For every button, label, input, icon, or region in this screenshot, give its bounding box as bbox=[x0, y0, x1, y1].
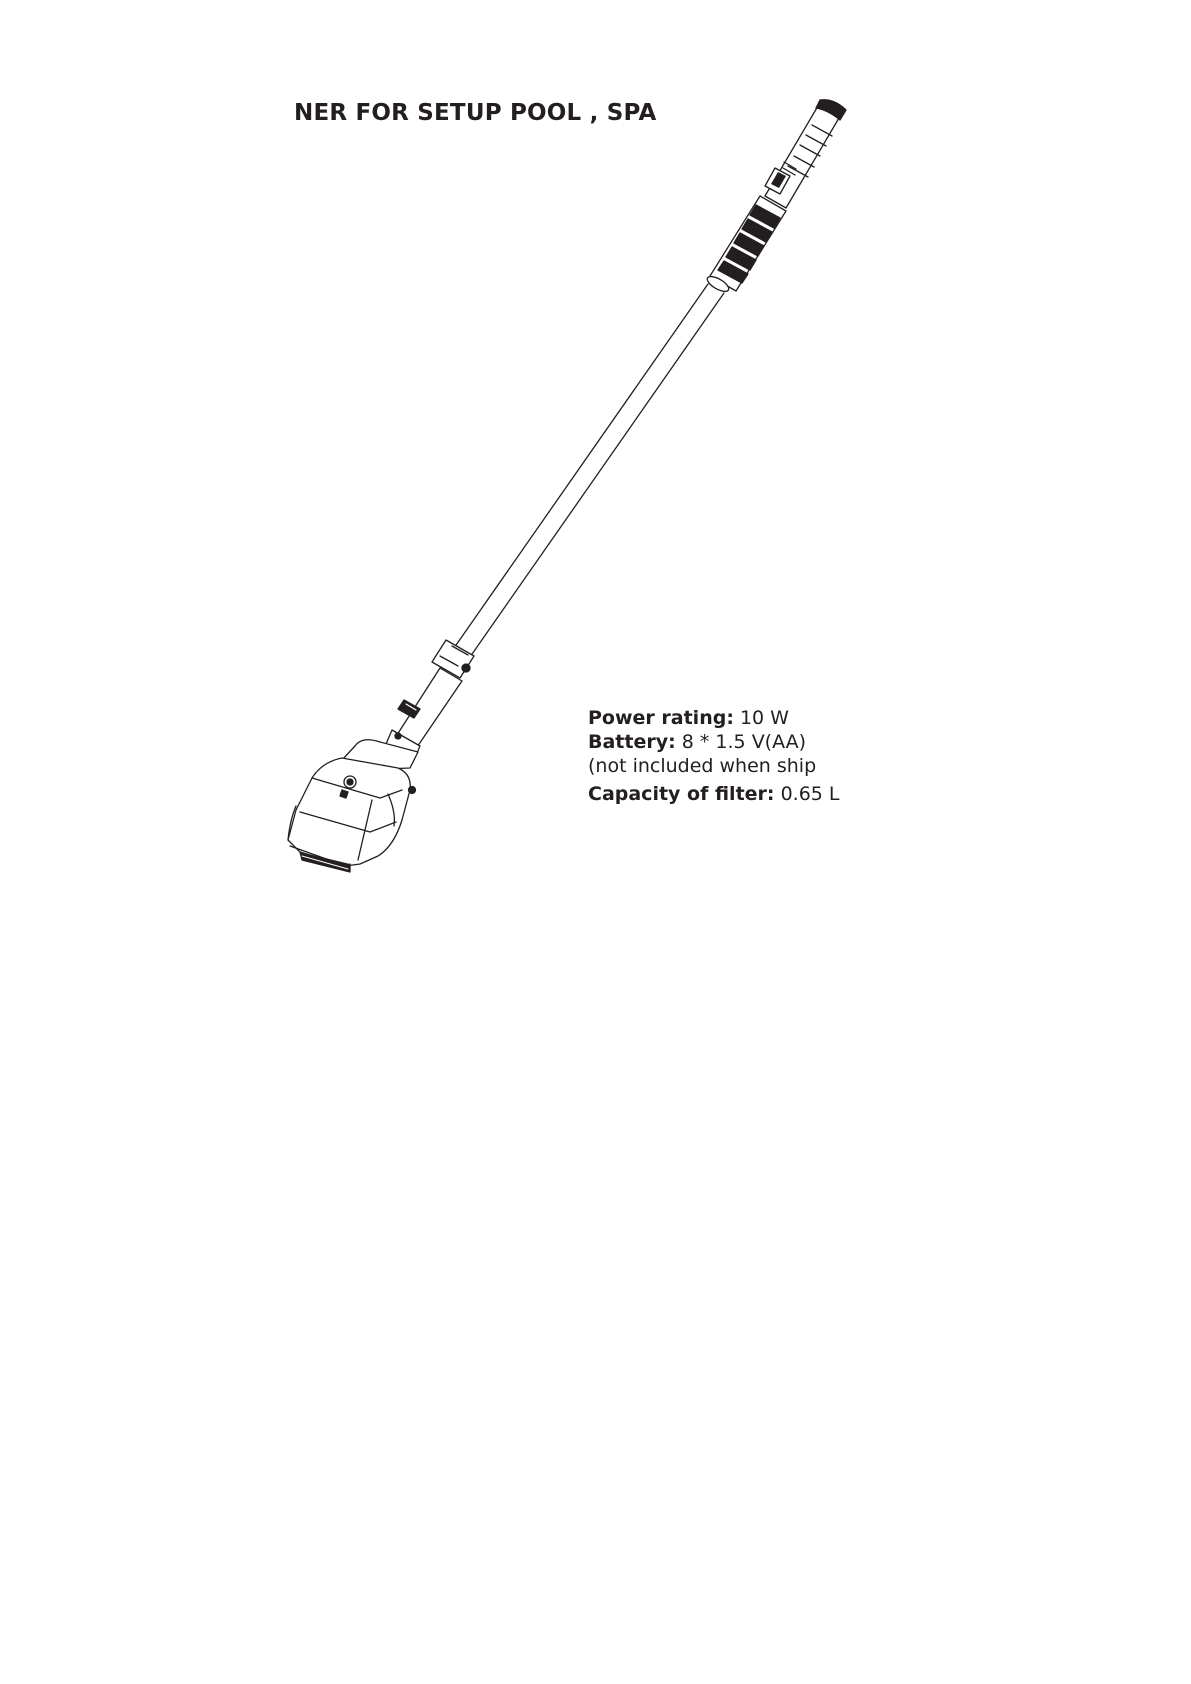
filter-capacity-label: Capacity of filter: bbox=[588, 783, 775, 805]
vacuum-head bbox=[288, 758, 416, 872]
upper-collar bbox=[705, 196, 786, 294]
page-title: NER FOR SETUP POOL , SPA bbox=[294, 100, 657, 126]
battery-label: Battery: bbox=[588, 731, 676, 753]
handle-grip bbox=[765, 100, 846, 208]
telescopic-pole bbox=[454, 284, 724, 657]
power-rating-line bbox=[588, 706, 840, 730]
lower-clamp bbox=[395, 640, 474, 750]
specifications bbox=[588, 706, 840, 806]
filter-capacity-value: 0.65 L bbox=[780, 783, 840, 805]
battery-line bbox=[588, 730, 840, 754]
battery-note: (not included when ship bbox=[588, 755, 817, 777]
power-rating-label: Power rating: bbox=[588, 707, 734, 729]
power-rating-value: 10 W bbox=[739, 707, 789, 729]
filter-capacity-line bbox=[588, 782, 840, 806]
battery-value: 8 * 1.5 V(AA) bbox=[681, 731, 807, 753]
